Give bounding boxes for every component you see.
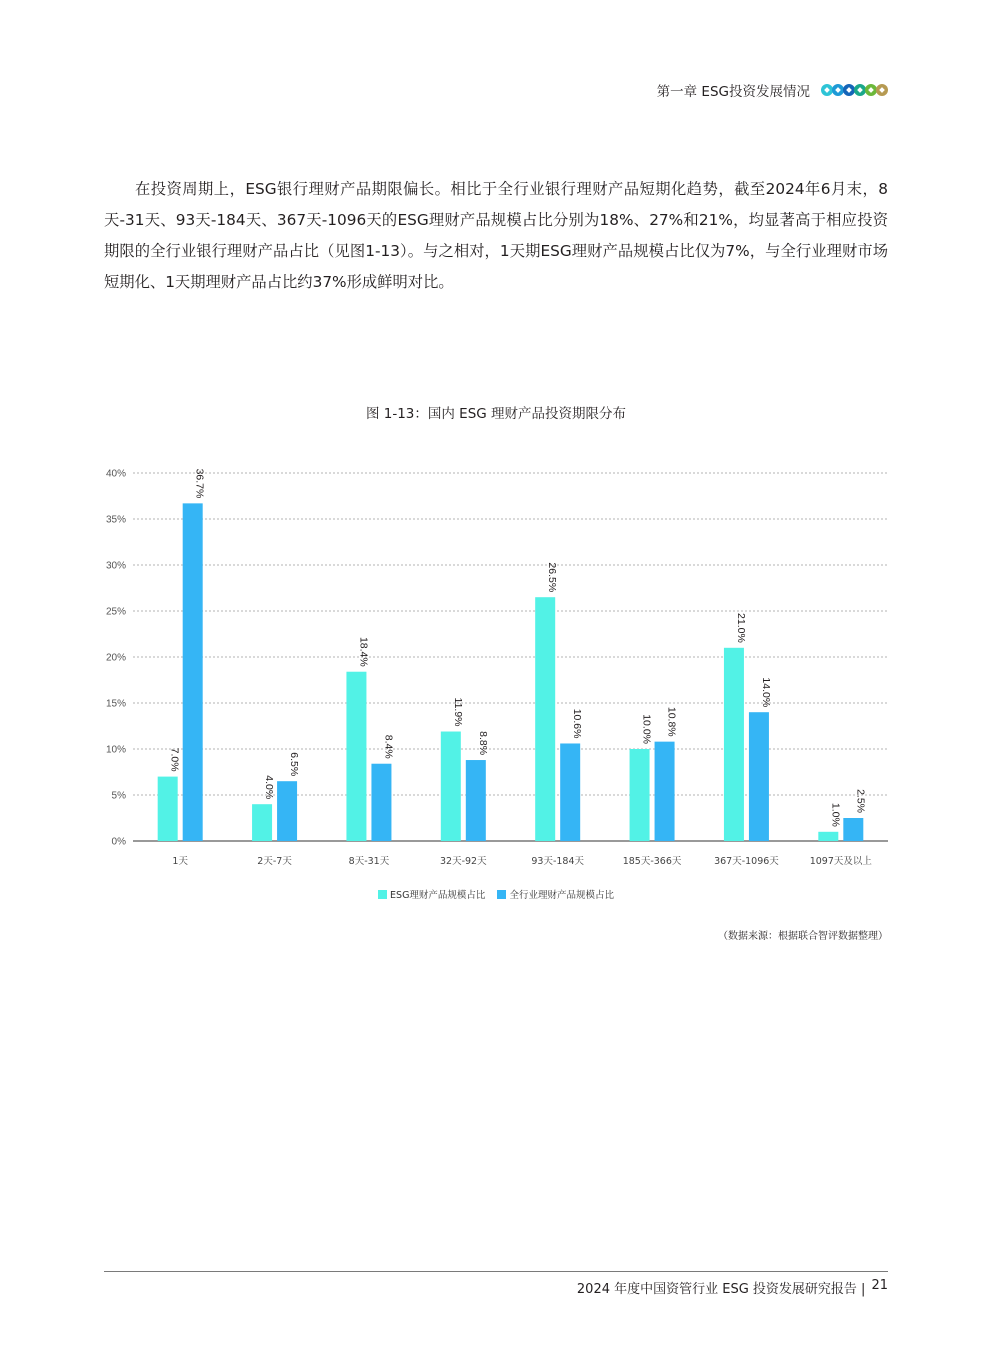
page-number: 21	[871, 1278, 888, 1293]
header-dots-decoration	[822, 84, 888, 96]
y-tick-label: 20%	[105, 652, 126, 664]
x-tick-label: 1天	[172, 856, 188, 867]
legend-item-esg	[378, 887, 485, 901]
bar	[843, 818, 863, 841]
data-label: 8.8%	[476, 731, 489, 756]
y-tick-label: 5%	[111, 790, 126, 802]
data-label: 21.0%	[734, 613, 747, 643]
legend-label-industry: 全行业理财产品规模占比	[509, 890, 614, 901]
y-tick-label: 35%	[105, 514, 126, 526]
bar-chart	[0, 455, 992, 880]
bar	[749, 712, 769, 841]
data-label: 14.0%	[759, 677, 772, 708]
legend-swatch-industry	[497, 890, 506, 899]
x-tick-label: 367天-1096天	[714, 856, 779, 867]
data-label: 6.5%	[288, 752, 301, 777]
bar	[252, 804, 272, 841]
legend-label-esg: ESG理财产品规模占比	[390, 890, 486, 901]
header-dot-icon	[876, 84, 888, 96]
bar	[560, 743, 580, 841]
bar	[535, 597, 555, 841]
bar	[818, 832, 838, 841]
x-tick-label: 1097天及以上	[809, 856, 872, 867]
data-label: 11.9%	[451, 697, 464, 727]
footer-divider	[104, 1271, 888, 1272]
y-tick-label: 25%	[105, 606, 126, 618]
chapter-title: 第一章 ESG投资发展情况	[656, 84, 810, 100]
y-tick-label: 15%	[105, 698, 126, 710]
source-note: （数据来源：根据联合智评数据整理）	[718, 931, 888, 942]
x-tick-label: 2天-7天	[257, 856, 292, 867]
data-label: 26.5%	[546, 562, 559, 593]
data-label: 4.0%	[263, 775, 276, 800]
x-tick-label: 93天-184天	[531, 856, 585, 867]
bar	[346, 672, 366, 841]
bar	[724, 648, 744, 841]
footer-report-title: 2024 年度中国资管行业 ESG 投资发展研究报告 |	[576, 1282, 866, 1297]
bar	[371, 764, 391, 841]
data-label: 10.6%	[571, 708, 584, 739]
bar	[630, 749, 650, 841]
page-header	[657, 80, 888, 100]
x-tick-label: 32天-92天	[440, 856, 487, 867]
bar	[277, 781, 297, 841]
data-label: 10.0%	[640, 714, 653, 744]
y-tick-label: 30%	[105, 560, 126, 572]
data-label: 2.5%	[854, 789, 867, 813]
data-label: 1.0%	[829, 802, 842, 827]
chart-legend	[0, 887, 992, 901]
data-label: 7.0%	[168, 747, 181, 772]
body-paragraph: 在投资周期上，ESG银行理财产品期限偏长。相比于全行业银行理财产品短期化趋势，截至2024年6月末，8天-31天、93天-184天、367天-1096天的ESG理财产品规模占比分别为18%、27%和21%，均显著高于相应投资期限的全行业银行理财产品占比（见图1-13）。与之相对，1天期ESG理财产品规模占比仅为7%，与全行业理财市场短期化、1天期理财产品占比约37%形成鲜明对比。	[104, 180, 888, 291]
legend-swatch-esg	[378, 890, 387, 899]
x-tick-label: 8天-31天	[348, 856, 390, 867]
bar	[655, 742, 675, 841]
bar	[183, 503, 203, 841]
bar	[441, 732, 461, 841]
data-label: 8.4%	[382, 734, 395, 759]
data-label: 18.4%	[357, 636, 370, 667]
y-tick-label: 40%	[105, 468, 126, 480]
legend-item-industry	[497, 887, 614, 901]
data-label: 36.7%	[193, 468, 206, 499]
data-label: 10.8%	[665, 706, 678, 737]
chart-title: 图 1-13：国内 ESG 理财产品投资期限分布	[365, 406, 627, 422]
page-footer	[577, 1278, 888, 1297]
bar	[158, 777, 178, 841]
y-tick-label: 10%	[105, 744, 126, 756]
x-tick-label: 185天-366天	[622, 856, 682, 867]
bar	[466, 760, 486, 841]
y-tick-label: 0%	[111, 836, 126, 848]
